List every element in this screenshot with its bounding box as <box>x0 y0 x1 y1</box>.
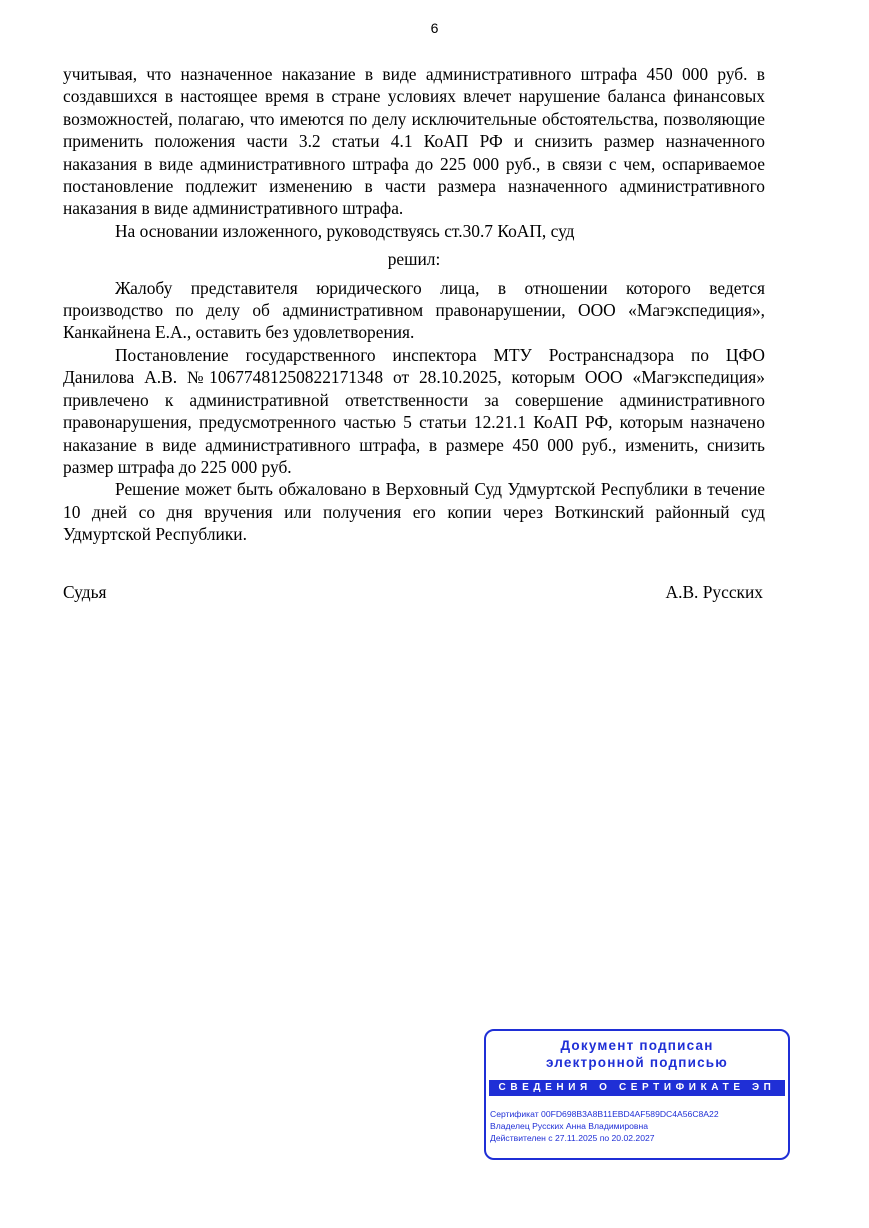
page-number: 6 <box>430 20 439 36</box>
document-body <box>63 63 765 546</box>
stamp-certificate: Сертификат 00FD698B3A8B11EBD4AF589DC4A56C8A22 <box>490 1109 719 1119</box>
stamp-details <box>490 1108 788 1144</box>
signature-line <box>63 581 763 603</box>
paragraph-appeal-notice: Решение может быть обжаловано в Верховный Суд Удмуртской Республики в течение 10 дней со дня вручения или получения его копии через Воткинский районный суд Удмуртской Республики. <box>63 479 765 545</box>
signature-name: А.В. Русских <box>665 582 763 602</box>
stamp-title-line-2: электронной подписью <box>545 1055 729 1070</box>
signature-role: Судья <box>63 582 107 602</box>
stamp-title-line-1: Документ подписан <box>560 1038 714 1053</box>
electronic-signature-stamp <box>484 1029 790 1160</box>
paragraph-basis: На основании изложенного, руководствуясь ст.30.7 КоАП, суд <box>115 220 575 241</box>
stamp-title <box>486 1037 788 1071</box>
decision-heading: решил: <box>387 249 441 270</box>
stamp-owner: Владелец Русских Анна Владимировна <box>490 1121 648 1131</box>
stamp-validity: Действителен с 27.11.2025 по 20.02.2027 <box>490 1133 655 1143</box>
stamp-certificate-bar: СВЕДЕНИЯ О СЕРТИФИКАТЕ ЭП <box>489 1080 785 1096</box>
paragraph-reasoning: учитывая, что назначенное наказание в виде административного штрафа 450 000 руб. в создавшихся в настоящее время в стране условиях влечет нарушение баланса финансовых возможностей, полагаю, что имеются по делу исключительные обстоятельства, позволяющие применить положения части 3.2 статьи 4.1 КоАП РФ и снизить размер назначенного наказания в виде административного штрафа до 225 000 руб., в связи с чем, оспариваемое постановление подлежит изменению в части размера назначенного административного наказания в виде административного штрафа. <box>63 64 765 219</box>
paragraph-complaint-decision: Жалобу представителя юридического лица, в отношении которого ведется производство по делу об административном правонарушении, ООО «Магэкспедиция», Канкайнена Е.А., оставить без удовлетворения. <box>63 277 765 343</box>
paragraph-resolution-change: Постановление государственного инспектора МТУ Ространснадзора по ЦФО Данилова А.В. №10677481250822171348 от 28.10.2025, которым ООО «Магэкспедиция» привлечено к административной ответственности за совершение административного правонарушения, предусмотренного частью 5 статьи 12.21.1 КоАП РФ, которым назначено наказание в виде административного штрафа, в размере 450 000 руб., изменить, снизить размер штрафа до 225 000 руб. <box>63 344 765 477</box>
